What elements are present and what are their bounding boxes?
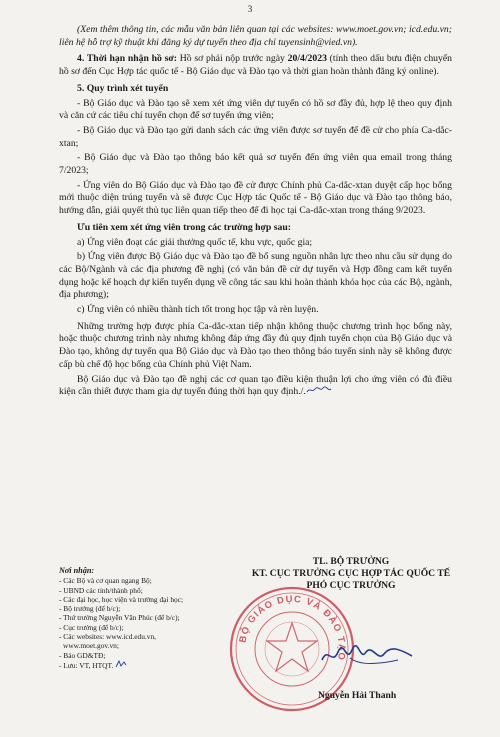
closing-paragraph-text: Bộ Giáo dục và Đào tạo đề nghị các cơ quan tạo điều kiện thuận lợi cho ứng viên có đủ điều kiện cần thiết được tham gia dự tuyển đúng thời hạn quy định./. (59, 373, 452, 398)
signature-line-3: PHÓ CỤC TRƯỞNG (306, 580, 396, 591)
initial-mark-icon (306, 386, 332, 394)
recipients-block (59, 566, 249, 670)
priority-item: b) Ứng viên được Bộ Giáo dục và Đào tạo đề bổ sung nguồn nhân lực theo nhu cầu sử dụng do các Bộ/Ngành và các địa phương đề nghị (có văn bản đề cử dự tuyển và Hợp đồng cam kết tuyển dụng hoặc kế hoạch dự kiến tuyển dụng về công tác sau khi hoàn thành khóa học của các Bộ, ngành, địa phương); (59, 251, 452, 301)
priority-item: c) Ứng viên có nhiều thành tích tốt trong học tập và rèn luyện. (77, 304, 319, 316)
section-5-item: - Bộ Giáo dục và Đào tạo sẽ xem xét ứng viên dự tuyển có hồ sơ đầy đủ, hợp lệ theo quy định và căn cứ các tiêu chí tuyển chọn để sơ tuyển ứng viên; (59, 97, 452, 122)
initial-scribble-icon (115, 660, 127, 668)
signature-line-1: TL. BỘ TRƯỞNG (312, 556, 390, 567)
recipient-item: - Báo GD&TĐ; (59, 650, 106, 660)
page-number: 3 (247, 4, 253, 14)
section-5-item: - Ứng viên do Bộ Giáo dục và Đào tạo đề cử được Chính phủ Ca-dắc-xtan duyệt cấp học bổng mới thuộc diện trúng tuyển và sẽ được Cục Hợp tác Quốc tế - Bộ Giáo dục và Đào tạo thông báo, hướng dẫn, giải quyết thủ tục liên quan tiếp theo để đi học tại Ca-dắc-xtan trong tháng 9/2023. (59, 179, 452, 217)
recipient-item-text: - Lưu: VT, HTQT. (59, 660, 114, 670)
priority-heading: Ưu tiên xem xét ứng viên trong các trường hợp sau: (77, 221, 291, 233)
recipient-item: - Thứ trưởng Nguyễn Văn Phúc (để b/c); (59, 613, 180, 623)
recipient-item: - Các websites: www.icd.edu.vn, (59, 632, 157, 642)
recipient-item (59, 660, 249, 670)
recipient-item: - Các đại học, học viện và trường đại học; (59, 594, 184, 604)
section-4-text-before: Hồ sơ phải nộp trước ngày (176, 53, 288, 65)
closing-paragraph (59, 374, 452, 399)
seal-text: BỘ GIÁO DỤC VÀ ĐÀO TẠO (237, 593, 348, 662)
section-5-heading: 5. Quy trình xét tuyển (77, 82, 169, 94)
recipient-item: - Cục trưởng (để b/c); (59, 622, 124, 632)
recipient-item: - UBND các tỉnh/thành phố; (59, 585, 143, 595)
recipients-title: Nơi nhận: (59, 566, 95, 575)
signer-name: Nguyễn Hải Thanh (318, 690, 397, 701)
closing-paragraph: Những trường hợp được phía Ca-dắc-xtan tiếp nhận không thuộc chương trình học bổng này, hoặc thuộc chương trình này nhưng không đáp ứng đầy đủ quy định tuyển chọn của Bộ Giáo dục và Đào tạo, không dự tuyển qua Bộ Giáo dục và Đào tạo theo thông báo tuyển sinh này sẽ không được cấp bù chế độ học bổng của Chính phủ Việt Nam. (59, 320, 452, 370)
section-5-item: - Bộ Giáo dục và Đào tạo gửi danh sách các ứng viên được sơ tuyển để đề cử cho phía Ca-dắc-xtan; (59, 124, 452, 149)
handwritten-signature-icon (320, 640, 420, 670)
section-4-date: 20/4/2023 (287, 53, 327, 65)
section-4-text-after: (tính theo dấu bưu điện chuyển hồ sơ đến Cục Hợp tác quốc tế - Bộ Giáo dục và Đào tạo và thời gian hoàn thành đăng ký online). (59, 53, 452, 78)
intro-note: (Xem thêm thông tin, các mẫu văn bản liên quan tại các websites: www.moet.gov.vn; icd.edu.vn; liên hệ hỗ trợ kỹ thuật khi đăng ký dự tuyển theo địa chỉ tuyensinh@vied.vn). (59, 24, 452, 48)
signature-line-2: KT. CỤC TRƯỞNG CỤC HỢP TÁC QUỐC TẾ (251, 568, 451, 579)
document-body (59, 24, 452, 401)
recipient-item: - Các Bộ và cơ quan ngang Bộ; (59, 576, 152, 586)
section-4 (59, 53, 452, 78)
recipient-item: - Bộ trưởng (để b/c); (59, 604, 121, 614)
recipient-item: www.moet.gov.vn; (63, 641, 119, 651)
priority-item: a) Ứng viên đoạt các giải thưởng quốc tế, khu vực, quốc gia; (77, 236, 313, 248)
section-5-item: - Bộ Giáo dục và Đào tạo thông báo kết quả sơ tuyển đến ứng viên qua email trong tháng 7/2023; (59, 152, 452, 177)
section-4-heading: 4. Thời hạn nhận hồ sơ: (77, 53, 177, 65)
